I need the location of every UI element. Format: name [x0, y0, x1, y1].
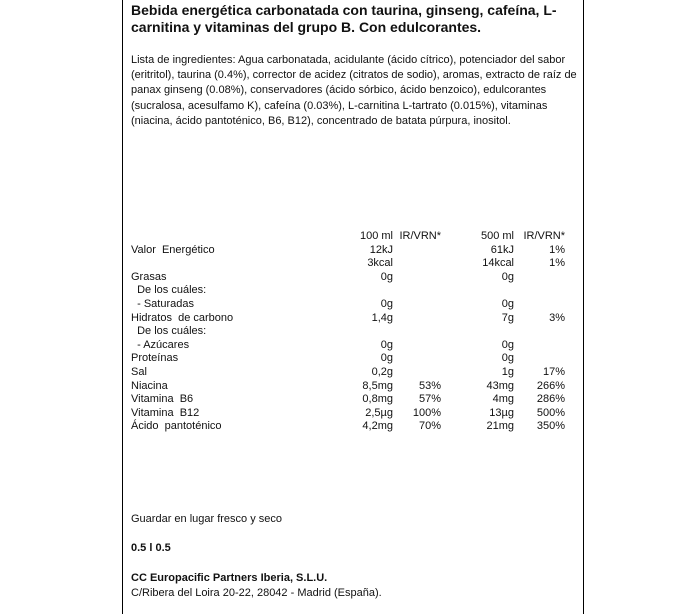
ir-500ml: 1%	[549, 243, 565, 256]
value-500ml: 61kJ	[490, 243, 514, 256]
table-row	[131, 366, 581, 379]
header-value-500ml: 500 ml	[480, 230, 514, 242]
nutrient-label: - Saturadas	[131, 298, 194, 310]
value-500ml: 4mg	[492, 393, 514, 406]
value-500ml: 21mg	[486, 420, 514, 433]
value-100ml: 0,2g	[371, 366, 393, 378]
table-header-row	[131, 230, 581, 243]
value-100ml: 0g	[380, 338, 393, 351]
table-row	[131, 257, 581, 270]
value-100ml: 0,8mg	[362, 393, 393, 406]
table-row	[131, 407, 581, 420]
header-value-100ml: 100 ml	[359, 230, 393, 242]
table-row	[131, 325, 581, 338]
nutrient-label: Vitamina B12	[131, 406, 200, 419]
table-row	[131, 284, 581, 297]
table-row	[131, 271, 581, 284]
value-100ml: 4,2mg	[362, 420, 393, 433]
nutrient-label: Grasas	[131, 270, 167, 283]
value-100ml: 12kJ	[369, 243, 393, 256]
ir-100ml: 70%	[418, 420, 441, 433]
value-500ml: 7g	[501, 311, 514, 324]
nutrient-label: Niacina	[131, 379, 168, 392]
header-ir-500ml: IR/VRN*	[523, 230, 565, 242]
table-row	[131, 312, 581, 325]
value-500ml: 0g	[501, 352, 514, 365]
nutrient-label: Sal	[131, 366, 147, 378]
nutrient-label: Ácido pantoténico	[131, 420, 222, 433]
value-100ml: 3kcal	[367, 257, 393, 270]
table-row	[131, 298, 581, 311]
ir-500ml: 1%	[549, 257, 565, 270]
ir-500ml: 350%	[536, 420, 565, 433]
value-500ml: 0g	[501, 298, 514, 310]
nutrient-label: - Azúcares	[131, 338, 190, 351]
ir-500ml: 17%	[542, 366, 565, 378]
nutrient-label: Hidratos de carbono	[131, 311, 234, 324]
table-row	[131, 339, 581, 352]
value-100ml: 1,4g	[371, 311, 393, 324]
value-500ml: 13µg	[489, 406, 514, 419]
ingredients-list: Lista de ingredientes: Agua carbonatada, acidulante (ácido cítrico), potenciador del sabor (eritritol), taurina (0.4%), corrector de acidez (citratos de sodio), aromas, extracto de raíz de panax ginseng (0.08%), conservadores (ácido sórbico, ácido benzoico), edulcorantes (sucralosa, acesulfamo K), cafeína (0.03%), L-carnitina L-tartrato (0.015%), vitaminas (niacina, ácido pantoténico, B6, B12), concentrado de batata púrpura, inositol.	[131, 54, 577, 127]
table-row	[131, 380, 581, 393]
ir-500ml: 500%	[536, 406, 565, 419]
ir-500ml: 286%	[536, 393, 565, 406]
nutrient-label: De los cuáles:	[131, 325, 207, 338]
company-address: C/Ribera del Loira 20-22, 28042 - Madrid (España).	[131, 587, 382, 599]
value-100ml: 0g	[380, 270, 393, 283]
product-title: Bebida energética carbonatada con taurina, ginseng, cafeína, L-carnitina y vitaminas del grupo B. Con edulcorantes.	[131, 2, 557, 35]
table-row	[131, 352, 581, 365]
value-500ml: 43mg	[486, 379, 514, 392]
value-100ml: 8,5mg	[362, 379, 393, 392]
value-100ml: 0g	[380, 298, 393, 310]
value-500ml: 0g	[501, 338, 514, 351]
table-row	[131, 244, 581, 257]
value-100ml: 0g	[380, 352, 393, 365]
ir-100ml: 100%	[412, 406, 441, 419]
ir-100ml: 53%	[418, 379, 441, 392]
table-row	[131, 393, 581, 406]
nutrient-label: De los cuáles:	[131, 284, 207, 297]
header-ir-100ml: IR/VRN*	[399, 230, 441, 242]
value-100ml: 2,5µg	[365, 406, 393, 419]
value-500ml: 1g	[501, 366, 514, 378]
table-row	[131, 420, 581, 433]
ir-500ml: 3%	[549, 311, 565, 324]
ir-500ml: 266%	[536, 379, 565, 392]
nutrient-label: Vitamina B6	[131, 393, 194, 406]
storage-instructions: Guardar en lugar fresco y seco	[131, 513, 283, 525]
company-name: CC Europacific Partners Iberia, S.L.U.	[131, 572, 328, 584]
value-500ml: 0g	[501, 270, 514, 283]
volume-label: 0.5 l 0.5	[131, 542, 171, 554]
ir-100ml: 57%	[418, 393, 441, 406]
value-500ml: 14kcal	[482, 257, 514, 270]
nutrient-label: Valor Energético	[131, 243, 215, 256]
nutrient-label: Proteínas	[131, 352, 179, 365]
